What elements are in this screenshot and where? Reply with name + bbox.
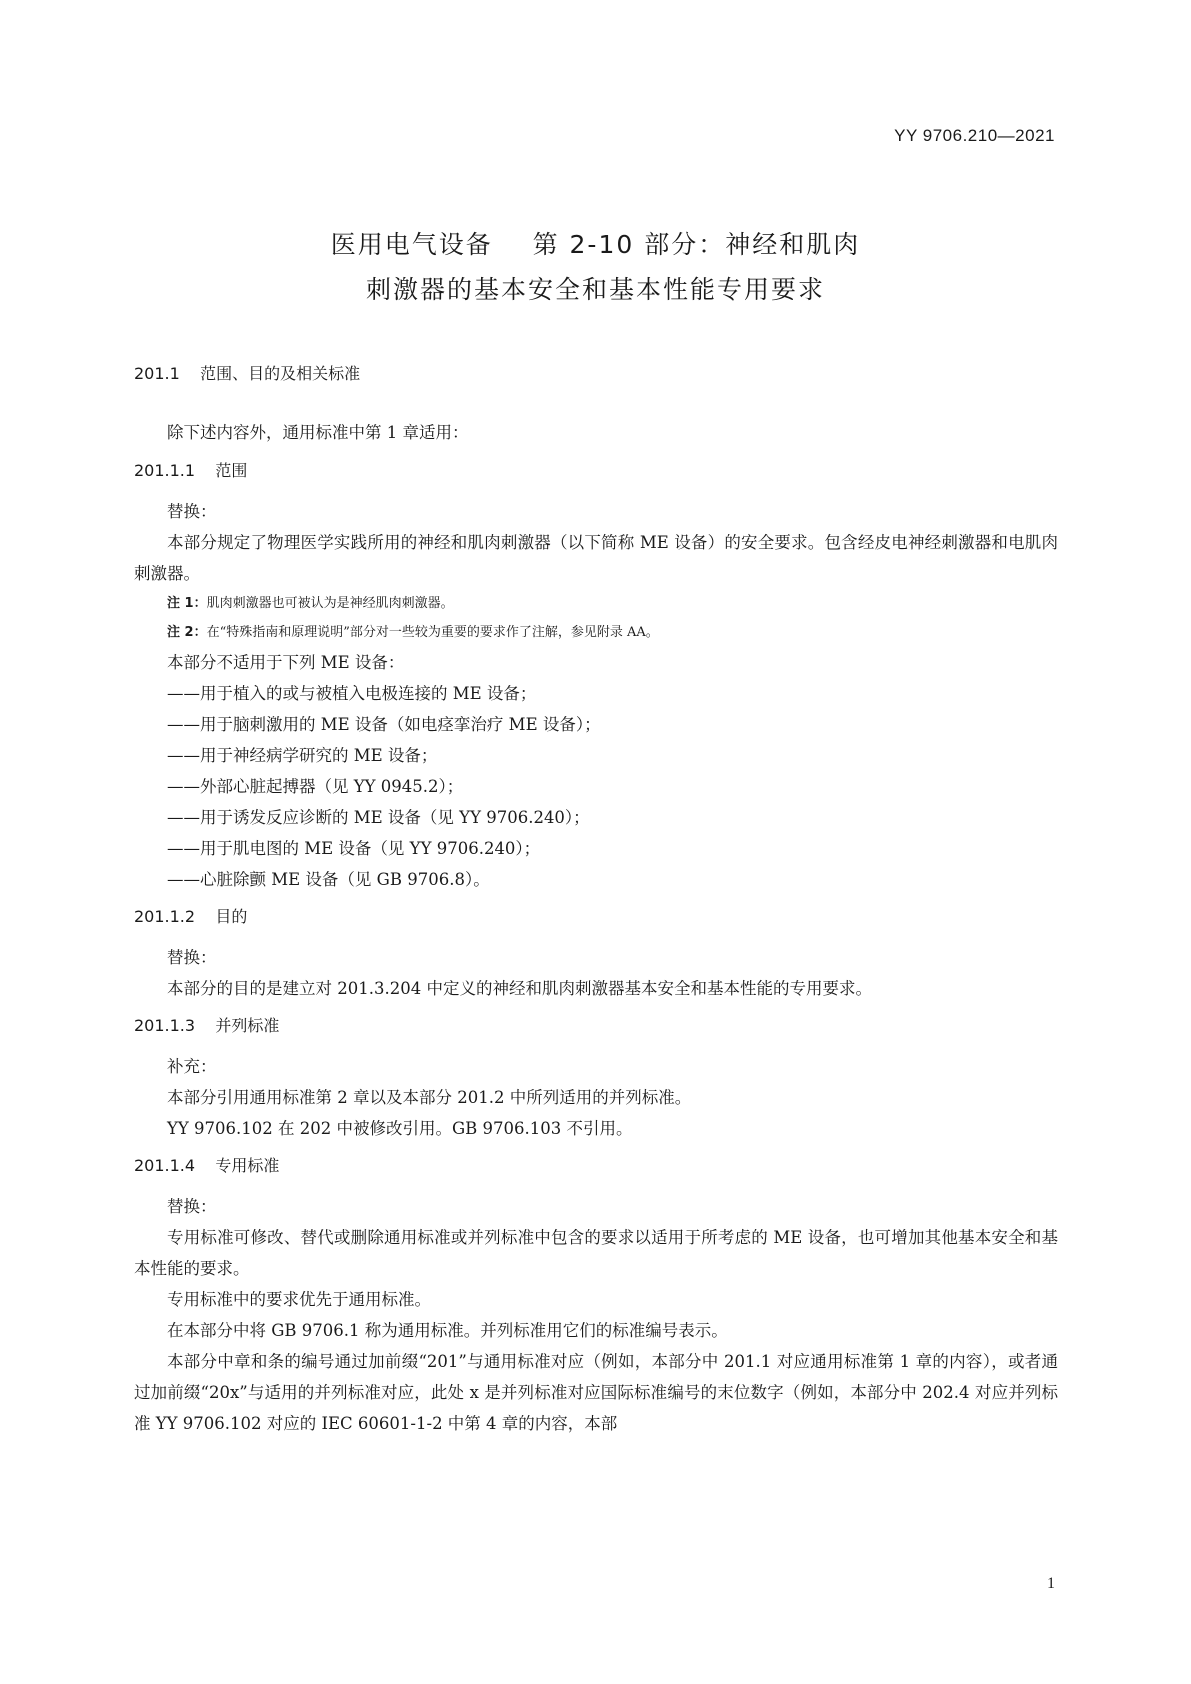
list-item: ——用于肌电图的 ME 设备（见 YY 9706.240）；	[167, 839, 541, 858]
paragraph: 除下述内容外，通用标准中第 1 章适用：	[167, 423, 469, 442]
section-heading-201-1-1: 201.1.1 范围	[134, 461, 248, 480]
note-text: 肌肉刺激器也可被认为是神经肌肉刺激器。	[206, 596, 454, 611]
section-heading-201-1: 201.1 范围、目的及相关标准	[134, 364, 361, 383]
list-item: ——外部心脏起搏器（见 YY 0945.2）；	[167, 777, 464, 796]
section-heading-201-1-3: 201.1.3 并列标准	[134, 1016, 280, 1035]
paragraph: 专用标准可修改、替代或删除通用标准或并列标准中包含的要求以适用于所考虑的 ME 设备，也可增加其他基本安全和基本性能的要求。	[134, 1228, 1058, 1278]
paragraph: 本部分不适用于下列 ME 设备：	[167, 653, 405, 672]
page-number: 1	[1047, 1575, 1055, 1592]
note-label: 注 2：	[167, 625, 207, 640]
title-line-2: 刺激器的基本安全和基本性能专用要求	[365, 275, 825, 304]
list-item: ——用于诱发反应诊断的 ME 设备（见 YY 9706.240）；	[167, 808, 590, 827]
paragraph: 本部分的目的是建立对 201.3.204 中定义的神经和肌肉刺激器基本安全和基本性能的专用要求。	[167, 979, 872, 998]
section-heading-201-1-2: 201.1.2 目的	[134, 907, 248, 926]
paragraph: 替换：	[167, 1197, 217, 1216]
note-2	[134, 618, 1058, 647]
note-1	[134, 589, 1058, 618]
list-item: ——用于神经病学研究的 ME 设备；	[167, 746, 438, 765]
list-item: ——心脏除颤 ME 设备（见 GB 9706.8）。	[167, 870, 490, 889]
paragraph: 在本部分中将 GB 9706.1 称为通用标准。并列标准用它们的标准编号表示。	[167, 1321, 728, 1340]
paragraph: 本部分引用通用标准第 2 章以及本部分 201.2 中所列适用的并列标准。	[167, 1088, 692, 1107]
list-item: ——用于脑刺激用的 ME 设备（如电痉挛治疗 ME 设备）；	[167, 715, 601, 734]
title-line-1: 医用电气设备 第 2-10 部分：神经和肌肉	[330, 230, 861, 259]
paragraph: 补充：	[167, 1057, 217, 1076]
list-item: ——用于植入的或与被植入电极连接的 ME 设备；	[167, 684, 537, 703]
paragraph: 本部分中章和条的编号通过加前缀“201”与通用标准对应（例如，本部分中 201.1 对应通用标准第 1 章的内容），或者通过加前缀“20x”与适用的并列标准对应，此处 x 是并列标准对应国际标准编号的末位数字（例如，本部分中 202.4 对应并列标准 YY 9706.102 对应的 IEC 60601-1-2 中第 4 章的内容，本部	[134, 1352, 1058, 1433]
paragraph: 本部分规定了物理医学实践所用的神经和肌肉刺激器（以下简称 ME 设备）的安全要求。包含经皮电神经刺激器和电肌肉刺激器。	[134, 533, 1058, 583]
paragraph: 替换：	[167, 948, 217, 967]
paragraph: 专用标准中的要求优先于通用标准。	[167, 1290, 431, 1309]
note-text: 在“特殊指南和原理说明”部分对一些较为重要的要求作了注解，参见附录 AA。	[206, 625, 659, 640]
section-heading-201-1-4: 201.1.4 专用标准	[134, 1156, 280, 1175]
standard-code: YY 9706.210—2021	[894, 126, 1055, 145]
document-title	[0, 222, 1191, 312]
note-label: 注 1：	[167, 596, 207, 611]
document-body	[134, 360, 1058, 1439]
paragraph: 替换：	[167, 502, 217, 521]
paragraph: YY 9706.102 在 202 中被修改引用。GB 9706.103 不引用。	[167, 1119, 633, 1138]
